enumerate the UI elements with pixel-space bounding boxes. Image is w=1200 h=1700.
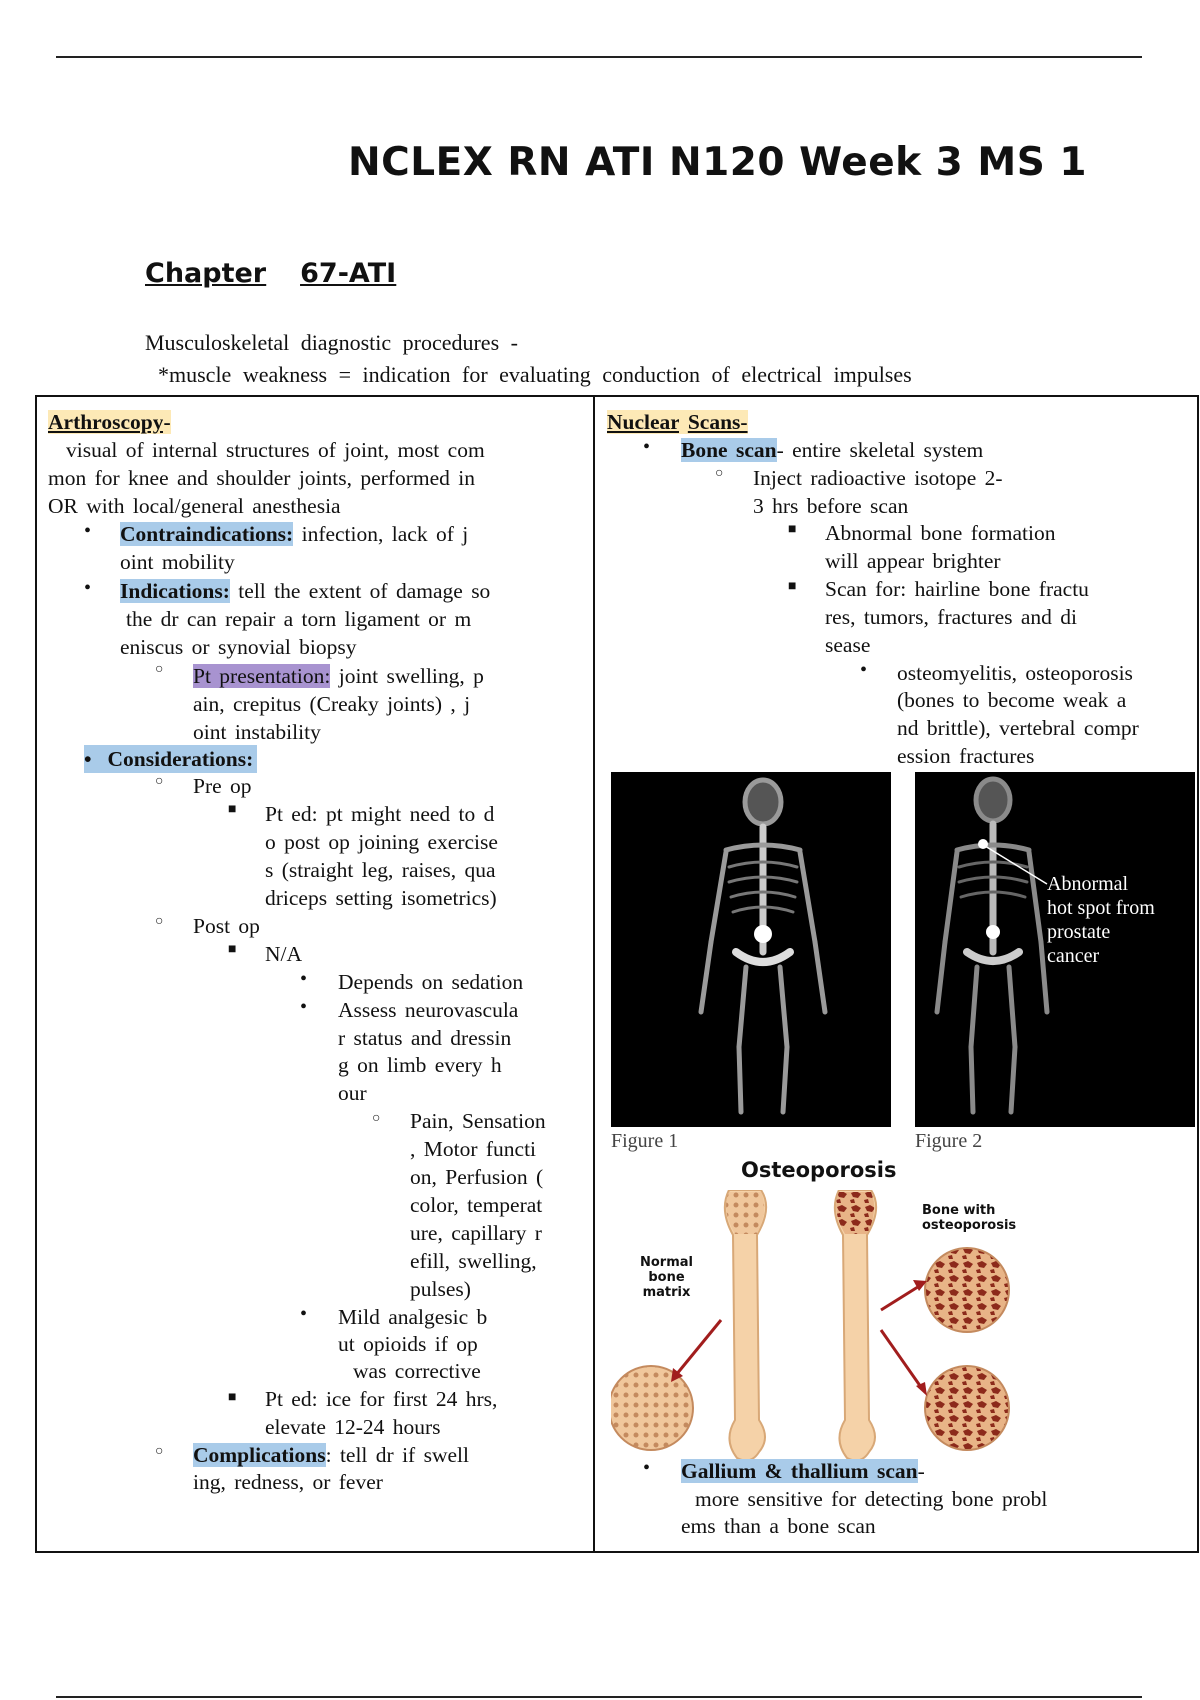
nuclear-label: Nuclear	[607, 410, 680, 434]
bone-scan-text: - entire skeletal system	[776, 438, 984, 462]
gallium-dash: -	[917, 1459, 925, 1483]
bullet-square: ■	[788, 579, 797, 594]
assess-line-1: Assess neurovascula	[338, 998, 519, 1022]
contraindications-line-1	[120, 520, 468, 548]
indications-label: Indications:	[120, 579, 230, 603]
skeleton-scan-image	[611, 772, 891, 1127]
indications-line-2: the dr can repair a torn ligament or m	[126, 607, 472, 631]
gallium-line	[681, 1457, 925, 1485]
pain-line-5: ure, capillary r	[410, 1221, 542, 1245]
figure-1-caption: Figure 1	[611, 1130, 679, 1152]
complications-line-1	[193, 1441, 469, 1469]
normal-bone-closeup	[611, 1366, 693, 1450]
figure-2-caption: Figure 2	[915, 1130, 983, 1152]
pain-line-4: color, temperat	[410, 1193, 543, 1217]
bullet-square: ■	[228, 942, 237, 957]
analgesic-line-2: ut opioids if op	[338, 1332, 478, 1356]
contraindications-label: Contraindications:	[120, 522, 294, 546]
osteoporotic-closeup-1	[925, 1248, 1009, 1332]
bottom-rule	[56, 1696, 1142, 1698]
bullet-dot: •	[84, 577, 92, 599]
sedation-text: Depends on sedation	[338, 970, 524, 994]
bullet-circle: ○	[715, 466, 724, 481]
table-divider	[593, 395, 595, 1553]
bone-scan-figure-1	[611, 772, 891, 1127]
bullet-dot: •	[84, 747, 92, 771]
normal-bone-label	[640, 1255, 693, 1300]
bullet-circle: ○	[155, 914, 164, 929]
bullet-square: ■	[228, 1390, 237, 1405]
arthroscopy-desc-3: OR with local/general anesthesia	[48, 494, 341, 518]
arthroscopy-desc-1: visual of internal structures of joint, most com	[66, 438, 485, 462]
pain-line-1: Pain, Sensation	[410, 1109, 546, 1133]
hotspot-line-1: Abnormal	[1047, 873, 1129, 895]
hotspot-line-3: prostate	[1047, 921, 1111, 943]
chapter-word: Chapter	[145, 258, 267, 289]
osteo-line-4: ession fractures	[897, 744, 1035, 768]
scans-label: Scans-	[687, 410, 748, 434]
bone-scan-line	[681, 436, 983, 464]
bullet-circle: ○	[155, 1444, 164, 1459]
analgesic-line-3: was corrective	[353, 1359, 481, 1383]
hotspot-line-2: hot spot from	[1047, 897, 1155, 919]
osteo-label-line-2: osteoporosis	[922, 1218, 1017, 1233]
bullet-dot: •	[300, 1303, 308, 1325]
pre-op-label: Pre op	[193, 774, 252, 798]
top-rule	[56, 56, 1142, 58]
bullet-dot: •	[643, 436, 651, 458]
pain-line-3: on, Perfusion (	[410, 1165, 544, 1189]
bullet-circle: ○	[372, 1111, 381, 1126]
bullet-dot: •	[643, 1457, 651, 1479]
arthroscopy-heading	[48, 408, 171, 436]
scan-for-line-2: res, tumors, fractures and di	[825, 605, 1078, 629]
pre-op-ed-1: Pt ed: pt might need to d	[265, 802, 495, 826]
bullet-dot: •	[300, 968, 308, 990]
bullet-dot: •	[300, 996, 308, 1018]
pre-op-ed-2: o post op joining exercise	[265, 830, 498, 854]
bone-scan-figure-2	[915, 772, 1195, 1127]
pt-presentation-line-3: oint instability	[193, 720, 321, 744]
gallium-line-1: more sensitive for detecting bone probl	[695, 1487, 1048, 1511]
osteoporosis-title: Osteoporosis	[741, 1158, 897, 1182]
contraindications-line-2: oint mobility	[120, 550, 235, 574]
hotspot-annotation	[1047, 872, 1155, 968]
osteo-label-line-1: Bone with	[922, 1203, 996, 1218]
arthroscopy-dash: -	[163, 410, 171, 434]
normal-label-line-2: bone	[648, 1270, 685, 1285]
pain-line-7: pulses)	[410, 1277, 471, 1301]
normal-label-line-3: matrix	[642, 1285, 691, 1300]
complications-text: : tell dr if swell	[325, 1443, 469, 1467]
assess-line-2: r status and dressin	[338, 1026, 512, 1050]
analgesic-line-1: Mild analgesic b	[338, 1305, 488, 1329]
scan-for-line-1: Scan for: hairline bone fractu	[825, 577, 1089, 601]
pt-ed2-line-1: Pt ed: ice for first 24 hrs,	[265, 1387, 498, 1411]
osteoporosis-bone-label	[922, 1203, 1016, 1233]
hotspot-line-4: cancer	[1047, 945, 1100, 967]
inject-line-1: Inject radioactive isotope 2-	[753, 466, 1003, 490]
pt-presentation-text: joint swelling, p	[330, 664, 484, 688]
abnormal-line-1: Abnormal bone formation	[825, 521, 1056, 545]
pt-presentation-line-2: ain, crepitus (Creaky joints) , j	[193, 692, 471, 716]
arthroscopy-desc-2: mon for knee and shoulder joints, performed in	[48, 466, 476, 490]
chapter-number: 67-ATI	[300, 258, 397, 289]
bullet-circle: ○	[155, 662, 164, 677]
gallium-label: Gallium & thallium scan	[681, 1459, 918, 1483]
indications-text: tell the extent of damage so	[229, 579, 491, 603]
osteoporotic-closeup-2	[925, 1366, 1009, 1450]
complications-line-2: ing, redness, or fever	[193, 1470, 383, 1494]
pt-presentation-line-1	[193, 662, 484, 690]
bone-scan-label: Bone scan	[681, 438, 777, 462]
osteo-line-1: osteomyelitis, osteoporosis	[897, 661, 1133, 685]
page-title: NCLEX RN ATI N120 Week 3 MS 1	[348, 140, 1087, 185]
pain-line-6: efill, swelling,	[410, 1249, 537, 1273]
contraindications-text: infection, lack of j	[293, 522, 469, 546]
na-label: N/A	[265, 942, 303, 966]
pt-ed2-line-2: elevate 12-24 hours	[265, 1415, 441, 1439]
gallium-line-2: ems than a bone scan	[681, 1514, 876, 1538]
pre-op-ed-3: s (straight leg, raises, qua	[265, 858, 496, 882]
normal-label-line-1: Normal	[640, 1255, 693, 1270]
assess-line-3: g on limb every h	[338, 1053, 502, 1077]
osteo-line-2: (bones to become weak a	[897, 688, 1127, 712]
post-op-label: Post op	[193, 914, 260, 938]
assess-line-4: our	[338, 1081, 367, 1105]
bullet-dot: •	[84, 520, 92, 542]
bullet-circle: ○	[155, 774, 164, 789]
chapter-heading	[145, 258, 396, 289]
inject-line-2: 3 hrs before scan	[753, 494, 909, 518]
arthroscopy-label: Arthroscopy	[48, 410, 164, 434]
osteo-line-3: nd brittle), vertebral compr	[897, 716, 1139, 740]
abnormal-line-2: will appear brighter	[825, 549, 1001, 573]
intro-line-1: Musculoskeletal diagnostic procedures -	[145, 330, 518, 355]
indications-line-1	[120, 577, 490, 605]
bullet-square: ■	[228, 802, 237, 817]
pain-line-2: , Motor functi	[410, 1137, 537, 1161]
intro-line-2: *muscle weakness = indication for evaluating conduction of electrical impulses	[158, 362, 912, 387]
complications-label: Complications	[193, 1443, 326, 1467]
considerations-label: Considerations:	[107, 747, 254, 771]
scan-for-line-3: sease	[825, 633, 871, 657]
bullet-dot: •	[860, 659, 868, 681]
bullet-square: ■	[788, 522, 797, 537]
considerations-row	[84, 745, 257, 773]
pre-op-ed-4: driceps setting isometrics)	[265, 886, 497, 910]
nuclear-scans-heading	[607, 408, 748, 436]
indications-line-3: eniscus or synovial biopsy	[120, 635, 357, 659]
pt-presentation-label: Pt presentation:	[193, 664, 331, 688]
